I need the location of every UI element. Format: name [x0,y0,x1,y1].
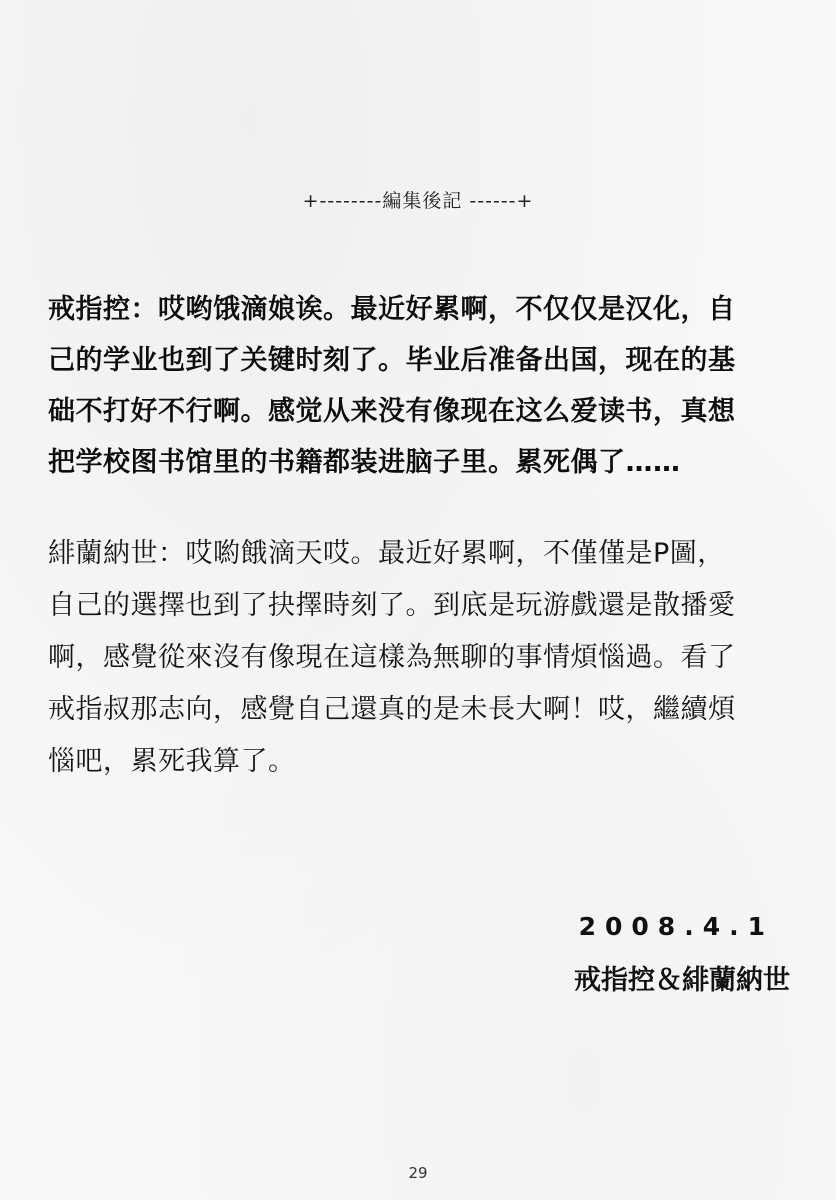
paragraph-line: 啊，感覺從來沒有像現在這樣為無聊的事情煩惱過。看了 [48,642,736,673]
afterword-paragraph-traditional [48,528,798,788]
page-number: 29 [408,1164,428,1182]
paragraph-line: 戒指叔那志向，感覺自己還真的是未長大啊！哎，繼續煩 [48,694,736,725]
paragraph-line: 把学校图书馆里的书籍都装进脑子里。累死偶了…… [48,447,681,478]
signature: 戒指控＆緋蘭納世 [574,965,790,996]
paragraph-line: 础不打好不行啊。感觉从来没有像现在这么爱读书，真想 [48,396,736,427]
paragraph-line: 自己的選擇也到了抉擇時刻了。到底是玩游戲還是散播愛 [48,590,736,621]
paragraph-line: 戒指控：哎哟饿滴娘诶。最近好累啊，不仅仅是汉化，自 [48,294,736,325]
paragraph-line: 惱吧，累死我算了。 [48,746,296,777]
afterword-header: +--------編集後記 ------+ [302,190,534,212]
paragraph-line: 緋蘭納世：哎喲餓滴天哎。最近好累啊，不僅僅是P圖， [48,538,725,569]
paragraph-line: 己的学业也到了关键时刻了。毕业后准备出国，现在的基 [48,345,736,376]
afterword-paragraph-simplified [48,284,798,488]
date: 2008.4.1 [578,912,774,941]
